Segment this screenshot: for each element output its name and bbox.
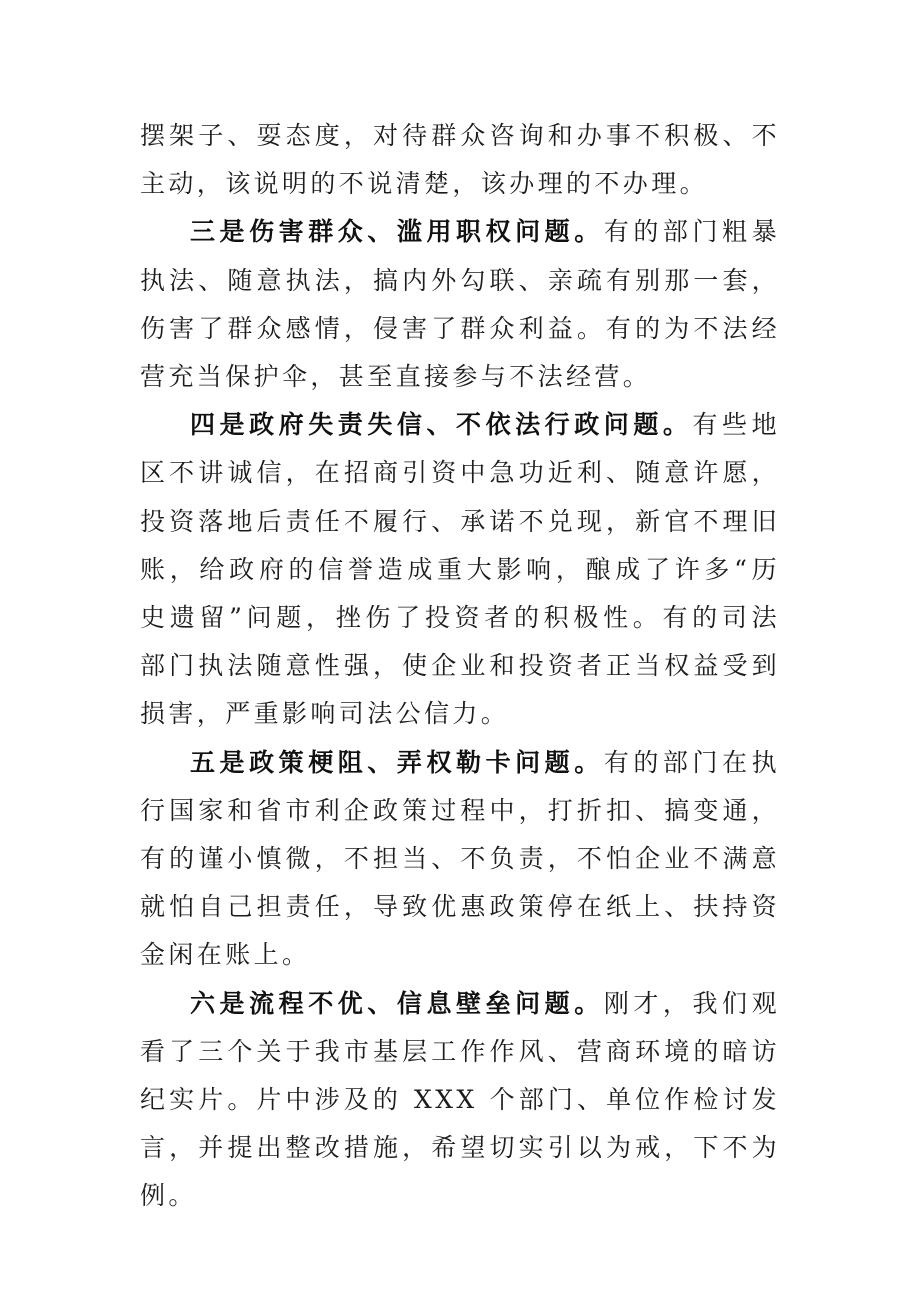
paragraph-heading: 四是政府失责失信、不依法行政问题。 (190, 410, 693, 440)
paragraph-point-six (140, 980, 780, 1221)
paragraph-text: 摆架子、耍态度，对待群众咨询和办事不积极、不主动，该说明的不说清楚，该办理的不办理。 (140, 121, 780, 199)
paragraph-heading: 三是伤害群众、滥用职权问题。 (190, 217, 604, 247)
paragraph-text: 有的部门在执行国家和省市利企政策过程中，打折扣、搞变通，有的谨小慎微，不担当、不负责，不怕企业不满意就怕自己担责任，导致优惠政策停在纸上、扶持资金闲在账上。 (140, 747, 780, 970)
paragraph-text: 有的部门粗暴执法、随意执法，搞内外勾联、亲疏有别那一套，伤害了群众感情，侵害了群众利益。有的为不法经营充当保护伞，甚至直接参与不法经营。 (140, 217, 780, 392)
paragraph-point-five (140, 739, 780, 980)
paragraph-heading: 六是流程不优、信息壁垒问题。 (190, 988, 604, 1018)
paragraph-continuation (140, 112, 780, 208)
paragraph-text: 刚才，我们观看了三个关于我市基层工作作风、营商环境的暗访纪实片。片中涉及的 XXX 个部门、单位作检讨发言，并提出整改措施，希望切实引以为戒，下不为例。 (140, 988, 780, 1211)
paragraph-heading: 五是政策梗阻、弄权勒卡问题。 (190, 747, 604, 777)
paragraph-point-three (140, 208, 780, 401)
paragraph-point-four (140, 401, 780, 738)
document-body (140, 112, 780, 1221)
paragraph-text: 有些地区不讲诚信，在招商引资中急功近利、随意许愿，投资落地后责任不履行、承诺不兑现，新官不理旧账，给政府的信誉造成重大影响，酿成了许多“历史遗留”问题，挫伤了投资者的积极性。有的司法部门执法随意性强，使企业和投资者正当权益受到损害，严重影响司法公信力。 (140, 410, 780, 729)
